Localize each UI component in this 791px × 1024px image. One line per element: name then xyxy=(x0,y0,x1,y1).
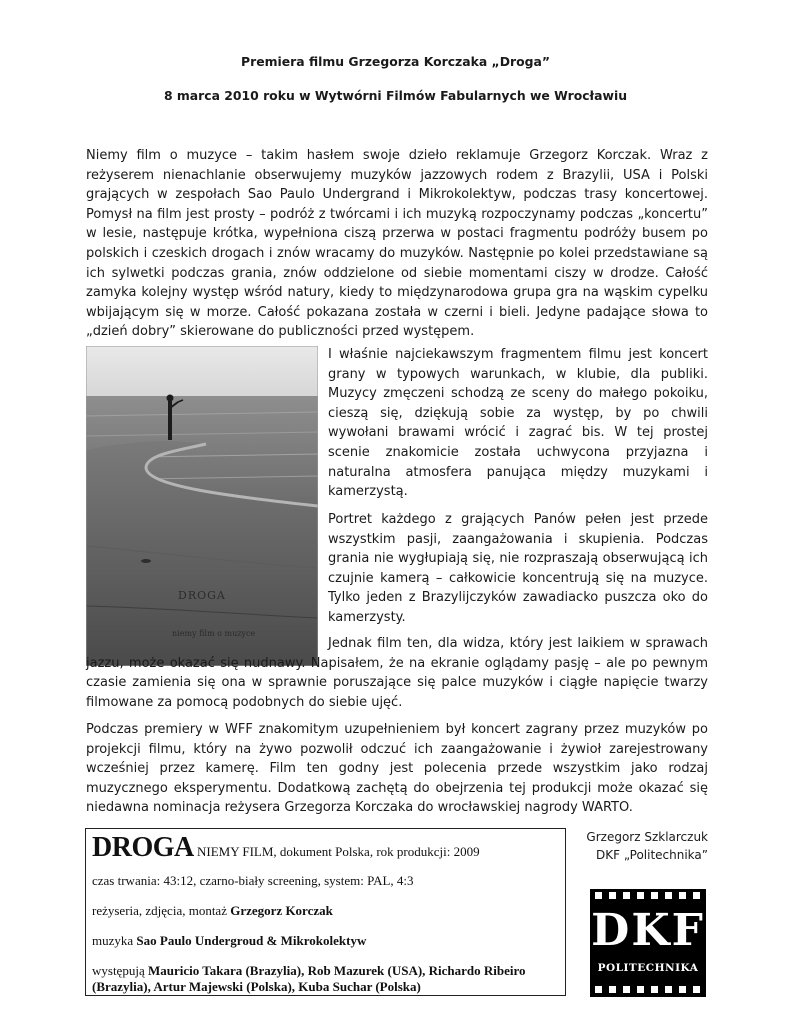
dkf-logo xyxy=(590,889,706,997)
paragraph-concert: I właśnie najciekawszym fragmentem filmu jest koncert grany w typowych warunkach, w klubie, dla publiki. Muzycy zmęczeni schodzą ze sceny do małego pokoiku, cieszą się, dziękują sobie za występ, by po chwili wywołani brawami wrócić i zagrać bis. W tej prostej scenie znakomicie została uchwycona przyjazna i naturalna atmosfera panująca między muzykami i kamerzystą. xyxy=(328,347,708,500)
info-title-row xyxy=(92,833,555,863)
paragraph-intro: Niemy film o muzyce – takim hasłem swoje dzieło reklamuje Grzegorz Korczak. Wraz z reżyserem nienachlanie obserwujemy muzyków jazzowych rodem z Brazylii, USA i Polski grających w zespołach Sao Paulo Undergrand i Mikrokolektyw, podczas trasy koncertowej. Pomysł na film jest prosty – podróż z twórcami i ich muzyką rozpoczynamy podczas „koncertu” w lesie, następuje krótka, wypełniona ciszą przerwa w postaci fragmentu podróży busem po polskich i czeskich drogach i znów wracamy do muzyków. Następnie po kolei przedstawiane są ich sylwetki podczas grania, znów oddzielone od siebie momentami ciszy w drodze. Całość zamyka kolejny występ wśród natury, kiedy to międzynarodowa grupa gra na wąskim cypelku wbijającym się w morze. Całość pokazana została w czerni i bieli. Jedyne padające słowa to „dzień dobry” skierowane do publiczności przed występem. xyxy=(86,148,708,340)
film-strip-holes-bottom xyxy=(590,986,706,994)
info-cast-label: występują xyxy=(92,963,145,978)
paragraph-premiere: Podczas premiery w WFF znakomitym uzupełnieniem był koncert zagrany przez muzyków po projekcji filmu, który na żywo pozwolił odczuć ich zaangażowanie i żywioł zarejestrowany wcześniej przez kamerę. Film ten godny jest polecenia przede wszystkim jako rodzaj muzycznego eksperymentu. Dodatkową zachętą do obejrzenia tej produkcji może okazać się niedawna nominacja reżysera Grzegorza Korczaka do wrocławskiej nagrody WARTO. xyxy=(86,722,708,816)
logo-main-text: DKF xyxy=(591,905,705,956)
info-film-title: DROGA xyxy=(92,832,194,863)
article-subtitle: 8 marca 2010 roku w Wytwórni Filmów Fabularnych we Wrocławiu xyxy=(163,88,628,103)
film-poster xyxy=(86,346,318,666)
info-direction-label: reżyseria, zdjęcia, montaż xyxy=(92,903,227,918)
author-name: Grzegorz Szklarczuk xyxy=(586,830,708,844)
author-org: DKF „Politechnika” xyxy=(596,848,708,862)
info-direction xyxy=(92,903,555,919)
article-title: Premiera filmu Grzegorza Korczaka „Droga” xyxy=(241,54,550,69)
poster-title: DROGA xyxy=(178,589,226,602)
paragraph-critique: Jednak film ten, dla widza, który jest laikiem w sprawach jazzu, może okazać się nudnawy. Napisałem, że na ekranie oglądamy pasję – ale po pewnym czasie zamienia się ona w sprawnie poruszające się palce muzyków i ciągłe napięcie twarzy filmowane za pomocą podobnych do siebie ujęć. xyxy=(86,636,708,710)
info-duration: czas trwania: 43:12, czarno-biały screening, system: PAL, 4:3 xyxy=(92,873,414,888)
film-info-box xyxy=(85,828,566,996)
poster-subtitle: niemy film o muzyce xyxy=(172,629,256,638)
paragraph-portrait: Portret każdego z grających Panów pełen jest przede wszystkim pasji, zaangażowania i skupienia. Podczas grania nie wygłupiają się, nie rozpraszają obserwującą ich czujnie kamerą – całkowicie koncentrują się na muzyce. Tylko jeden z Brazylijczyków zawadiacko puszcza oko do kamerzysty. xyxy=(328,512,708,625)
info-music-value: Sao Paulo Undergroud & Mikrokolektyw xyxy=(136,933,367,948)
poster-photo xyxy=(86,346,318,666)
info-music-label: muzyka xyxy=(92,933,134,948)
info-cast xyxy=(92,963,555,995)
info-director: Grzegorz Korczak xyxy=(230,903,333,918)
info-music xyxy=(92,933,555,949)
logo-sub-text: POLITECHNIKA xyxy=(597,962,699,974)
author-signature xyxy=(560,828,708,864)
info-cast-value: Mauricio Takara (Brazylia), Rob Mazurek (USA), Richardo Ribeiro (Brazylia), Artur Majewski (Polska), Kuba Suchar (Polska) xyxy=(92,963,526,994)
film-strip-holes-top xyxy=(590,892,706,900)
info-film-type: NIEMY FILM, dokument Polska, rok produkcji: 2009 xyxy=(196,844,480,859)
